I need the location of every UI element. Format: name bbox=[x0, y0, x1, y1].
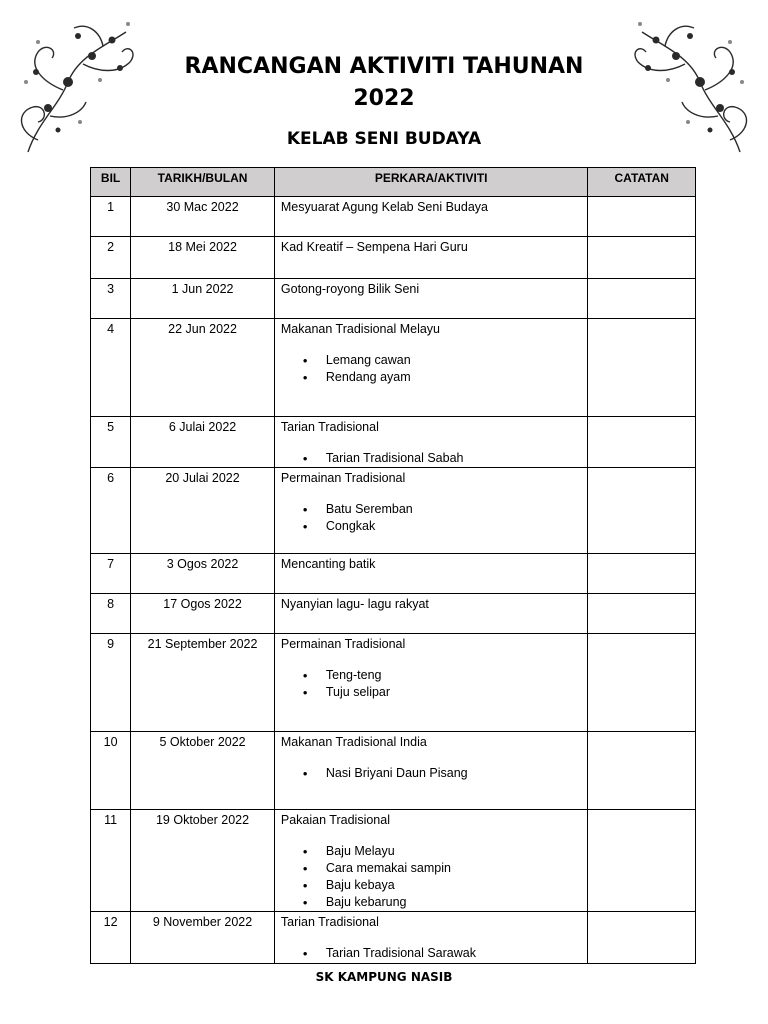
activity-plan-table bbox=[90, 167, 696, 964]
row-notes bbox=[588, 810, 696, 912]
list-item: • Batu Seremban bbox=[281, 501, 582, 518]
row-notes bbox=[588, 319, 696, 417]
document-title: RANCANGAN AKTIVITI TAHUNAN bbox=[184, 54, 584, 79]
school-name-footer: SK KAMPUNG NASIB bbox=[315, 970, 453, 984]
row-activity bbox=[274, 634, 588, 732]
list-item: • Nasi Briyani Daun Pisang bbox=[281, 765, 582, 782]
row-date: 1 Jun 2022 bbox=[131, 279, 275, 319]
row-notes bbox=[588, 594, 696, 634]
table-row bbox=[91, 634, 696, 732]
row-notes bbox=[588, 634, 696, 732]
row-number: 9 bbox=[91, 634, 131, 732]
activity-title: Tarian Tradisional bbox=[280, 915, 379, 929]
table-row bbox=[91, 417, 696, 468]
row-number: 6 bbox=[91, 468, 131, 554]
row-notes bbox=[588, 237, 696, 279]
header-notes: CATATAN bbox=[588, 168, 696, 197]
row-date: 20 Julai 2022 bbox=[131, 468, 275, 554]
activity-title: Mencanting batik bbox=[280, 557, 376, 571]
row-date: 5 Oktober 2022 bbox=[131, 732, 275, 810]
row-number: 7 bbox=[91, 554, 131, 594]
activity-sub-list bbox=[281, 352, 582, 386]
activity-title: Permainan Tradisional bbox=[280, 637, 406, 651]
header-activity: PERKARA/AKTIVITI bbox=[274, 168, 588, 197]
row-number: 1 bbox=[91, 197, 131, 237]
row-activity bbox=[274, 237, 588, 279]
row-number: 8 bbox=[91, 594, 131, 634]
row-date: 6 Julai 2022 bbox=[131, 417, 275, 468]
row-activity bbox=[274, 319, 588, 417]
row-date: 19 Oktober 2022 bbox=[131, 810, 275, 912]
row-activity bbox=[274, 197, 588, 237]
row-activity bbox=[274, 594, 588, 634]
list-item: • Teng-teng bbox=[281, 667, 582, 684]
activity-title: Kad Kreatif – Sempena Hari Guru bbox=[280, 240, 468, 254]
row-date: 3 Ogos 2022 bbox=[131, 554, 275, 594]
row-activity bbox=[274, 417, 588, 468]
row-date: 21 September 2022 bbox=[131, 634, 275, 732]
list-item: • Tuju selipar bbox=[281, 684, 582, 701]
table-row bbox=[91, 594, 696, 634]
table-row bbox=[91, 732, 696, 810]
row-date: 22 Jun 2022 bbox=[131, 319, 275, 417]
row-number: 5 bbox=[91, 417, 131, 468]
row-notes bbox=[588, 279, 696, 319]
row-date: 18 Mei 2022 bbox=[131, 237, 275, 279]
row-notes bbox=[588, 912, 696, 964]
activity-title: Makanan Tradisional Melayu bbox=[280, 322, 441, 336]
header-bil: BIL bbox=[91, 168, 131, 197]
activity-title: Mesyuarat Agung Kelab Seni Budaya bbox=[280, 200, 488, 214]
table-row bbox=[91, 237, 696, 279]
row-date: 9 November 2022 bbox=[131, 912, 275, 964]
list-item: • Baju Melayu bbox=[281, 843, 582, 860]
row-notes bbox=[588, 197, 696, 237]
row-activity bbox=[274, 279, 588, 319]
list-item: • Tarian Tradisional Sabah bbox=[281, 450, 582, 467]
list-item: • Baju kebarung bbox=[281, 894, 582, 911]
activity-title: Permainan Tradisional bbox=[280, 471, 406, 485]
list-item: • Rendang ayam bbox=[281, 369, 582, 386]
table-header-row bbox=[91, 168, 696, 197]
list-item: • Cara memakai sampin bbox=[281, 860, 582, 877]
row-activity bbox=[274, 554, 588, 594]
row-notes bbox=[588, 554, 696, 594]
list-item: • Baju kebaya bbox=[281, 877, 582, 894]
row-date: 30 Mac 2022 bbox=[131, 197, 275, 237]
row-notes bbox=[588, 732, 696, 810]
row-notes bbox=[588, 468, 696, 554]
row-activity bbox=[274, 912, 588, 964]
activity-sub-list bbox=[281, 765, 582, 782]
table-row bbox=[91, 197, 696, 237]
document-subtitle: KELAB SENI BUDAYA bbox=[286, 129, 482, 149]
activity-title: Nyanyian lagu- lagu rakyat bbox=[280, 597, 429, 611]
table-row bbox=[91, 319, 696, 417]
row-number: 4 bbox=[91, 319, 131, 417]
table-row bbox=[91, 912, 696, 964]
table-row bbox=[91, 279, 696, 319]
row-number: 11 bbox=[91, 810, 131, 912]
table-row bbox=[91, 468, 696, 554]
activity-title: Tarian Tradisional bbox=[280, 420, 379, 434]
activity-sub-list bbox=[281, 501, 582, 535]
row-activity bbox=[274, 732, 588, 810]
activity-title: Gotong-royong Bilik Seni bbox=[280, 282, 420, 296]
table-row bbox=[91, 554, 696, 594]
activity-sub-list bbox=[281, 450, 582, 467]
activity-sub-list bbox=[281, 843, 582, 911]
row-activity bbox=[274, 468, 588, 554]
list-item: • Lemang cawan bbox=[281, 352, 582, 369]
list-item: • Congkak bbox=[281, 518, 582, 535]
activity-sub-list bbox=[281, 667, 582, 701]
table-body bbox=[91, 197, 696, 964]
activity-sub-list bbox=[281, 945, 582, 962]
document-year: 2022 bbox=[353, 86, 415, 111]
row-number: 10 bbox=[91, 732, 131, 810]
row-number: 2 bbox=[91, 237, 131, 279]
row-date: 17 Ogos 2022 bbox=[131, 594, 275, 634]
list-item: • Tarian Tradisional Sarawak bbox=[281, 945, 582, 962]
row-number: 3 bbox=[91, 279, 131, 319]
header-date: TARIKH/BULAN bbox=[131, 168, 275, 197]
row-number: 12 bbox=[91, 912, 131, 964]
row-notes bbox=[588, 417, 696, 468]
row-activity bbox=[274, 810, 588, 912]
activity-title: Makanan Tradisional India bbox=[280, 735, 427, 749]
table-row bbox=[91, 810, 696, 912]
activity-title: Pakaian Tradisional bbox=[280, 813, 390, 827]
